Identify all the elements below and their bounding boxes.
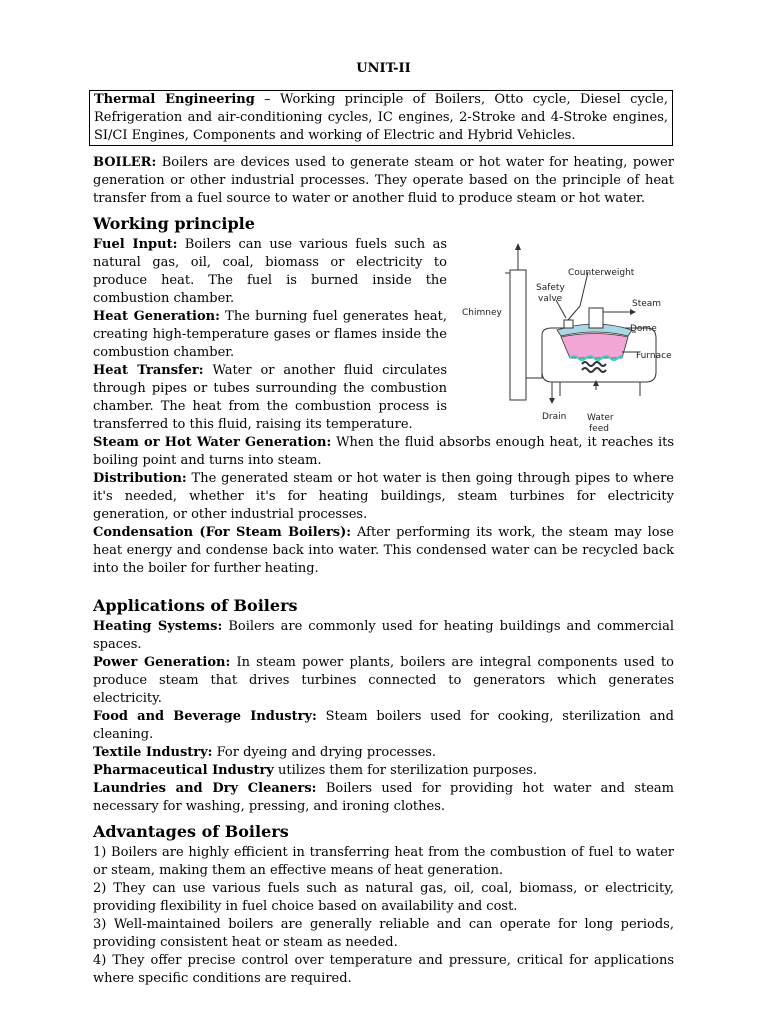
application-item bbox=[93, 654, 674, 708]
application-item bbox=[93, 618, 674, 654]
advantage-item: 2) They can use various fuels such as natural gas, oil, coal, biomass, or electricity, providing flexibility in fuel choice based on availability and cost. bbox=[93, 881, 674, 914]
application-item bbox=[93, 744, 674, 762]
boiler-intro bbox=[93, 154, 674, 208]
boiler-label: BOILER: bbox=[93, 155, 157, 170]
wp-item-condensation bbox=[93, 524, 674, 578]
section-gap bbox=[93, 578, 674, 590]
label-valve: valve bbox=[538, 294, 563, 304]
label-chimney: Chimney bbox=[462, 308, 502, 318]
wp-item-label: Fuel Input: bbox=[93, 237, 178, 252]
application-text: Boilers are commonly used for heating buildings and commercial spaces. bbox=[93, 619, 674, 652]
wp-item-fuel-input bbox=[93, 236, 447, 308]
boiler-diagram bbox=[460, 240, 674, 435]
wp-item-text: The burning fuel generates heat, creating high-temperature gases or flames inside the combustion chamber. bbox=[93, 309, 447, 360]
wp-item-label: Steam or Hot Water Generation: bbox=[93, 435, 332, 450]
syllabus-box bbox=[89, 90, 673, 146]
working-principle-left-column bbox=[93, 236, 447, 434]
label-steam: Steam bbox=[632, 299, 662, 309]
application-label: Heating Systems: bbox=[93, 619, 223, 634]
application-text: Boilers used for providing hot water and steam necessary for washing, pressing, and ironing clothes. bbox=[93, 781, 675, 814]
unit-title: UNIT-II bbox=[356, 61, 411, 76]
furnace bbox=[561, 334, 628, 359]
wp-item-heat-transfer bbox=[93, 362, 447, 434]
wp-item-text: Boilers can use various fuels such as natural gas, oil, coal, biomass or electricity to produce heat. The fuel is burned inside the combustion chamber. bbox=[93, 237, 447, 306]
wp-item-text: When the fluid absorbs enough heat, it reaches its boiling point and turns into steam. bbox=[93, 435, 674, 468]
steam-arrow-head bbox=[630, 309, 636, 315]
wp-item-label: Condensation (For Steam Boilers): bbox=[93, 525, 352, 540]
application-text: In steam power plants, boilers are integral components used to produce steam that drives turbines connected to generators which generates electricity. bbox=[93, 655, 674, 706]
chimney bbox=[510, 270, 526, 400]
application-label: Power Generation: bbox=[93, 655, 231, 670]
drain-arrow-head bbox=[549, 398, 555, 404]
label-furnace: Furnace bbox=[636, 351, 672, 361]
applications-heading: Applications of Boilers bbox=[93, 596, 298, 615]
application-text: Steam boilers used for cooking, sterilization and cleaning. bbox=[93, 709, 674, 742]
wp-item-text: After performing its work, the steam may lose heat energy and condense back into water. This condensed water can be recycled back into the boiler for further heating. bbox=[93, 525, 674, 576]
wp-item-label: Heat Generation: bbox=[93, 309, 220, 324]
wp-item-text: The generated steam or hot water is then going through pipes to where it's needed, whether it's for heating buildings, steam turbines for electricity generation, or other industrial processes. bbox=[93, 471, 674, 522]
working-principle-heading: Working principle bbox=[93, 214, 255, 233]
application-text: For dyeing and drying processes. bbox=[212, 745, 437, 760]
wp-item-steam-generation bbox=[93, 434, 674, 470]
label-safety: Safety bbox=[536, 283, 565, 293]
wp-item-label: Distribution: bbox=[93, 471, 187, 486]
advantage-item: 4) They offer precise control over temperature and pressure, critical for applications where specific conditions are required. bbox=[93, 953, 674, 986]
chimney-arrow-head bbox=[515, 243, 521, 250]
document-page bbox=[93, 60, 674, 988]
application-item bbox=[93, 780, 674, 816]
wp-item-distribution bbox=[93, 470, 674, 524]
flue-pipe bbox=[526, 368, 542, 378]
label-drain: Drain bbox=[542, 412, 567, 422]
application-item bbox=[93, 708, 674, 744]
advantage-item: 3) Well-maintained boilers are generally reliable and can operate for long periods, providing consistent heat or steam as needed. bbox=[93, 917, 674, 950]
steam-dome bbox=[589, 308, 603, 328]
wp-item-label: Heat Transfer: bbox=[93, 363, 204, 378]
label-feed: feed bbox=[589, 424, 609, 434]
safety-valve bbox=[564, 320, 573, 328]
application-label: Pharmaceutical Industry bbox=[93, 763, 274, 778]
advantages-heading: Advantages of Boilers bbox=[93, 822, 289, 841]
safety-valve-lever bbox=[568, 306, 580, 320]
application-label: Textile Industry: bbox=[93, 745, 213, 760]
application-label: Food and Beverage Industry: bbox=[93, 709, 317, 724]
application-text: utilizes them for sterilization purposes. bbox=[273, 763, 537, 778]
label-counterweight: Counterweight bbox=[568, 268, 635, 278]
label-dome: Dome bbox=[630, 324, 657, 334]
application-label: Laundries and Dry Cleaners: bbox=[93, 781, 317, 796]
boiler-intro-text: Boilers are devices used to generate steam or hot water for heating, power generation or other industrial processes. They operate based on the principle of heat transfer from a fuel source to water or another fluid to produce steam or hot water. bbox=[93, 155, 674, 206]
syllabus-heading: Thermal Engineering bbox=[94, 92, 255, 107]
wp-item-text: Water or another fluid circulates through pipes or tubes surrounding the combustion chamber. The heat from the combustion process is transferred to this fluid, raising its temperature. bbox=[93, 363, 447, 432]
label-water: Water bbox=[587, 413, 614, 423]
application-item bbox=[93, 762, 674, 780]
working-principle-section bbox=[93, 236, 674, 434]
advantage-item: 1) Boilers are highly efficient in transferring heat from the combustion of fuel to water or steam, making them an effective means of heat generation. bbox=[93, 845, 674, 878]
wp-item-heat-generation bbox=[93, 308, 447, 362]
syllabus-text: – Working principle of Boilers, Otto cycle, Diesel cycle, Refrigeration and air-conditioning cycles, IC engines, 2-Stroke and 4-Stroke engines, SI/CI Engines, Components and working of Electric and Hybrid Vehicles. bbox=[94, 92, 668, 143]
